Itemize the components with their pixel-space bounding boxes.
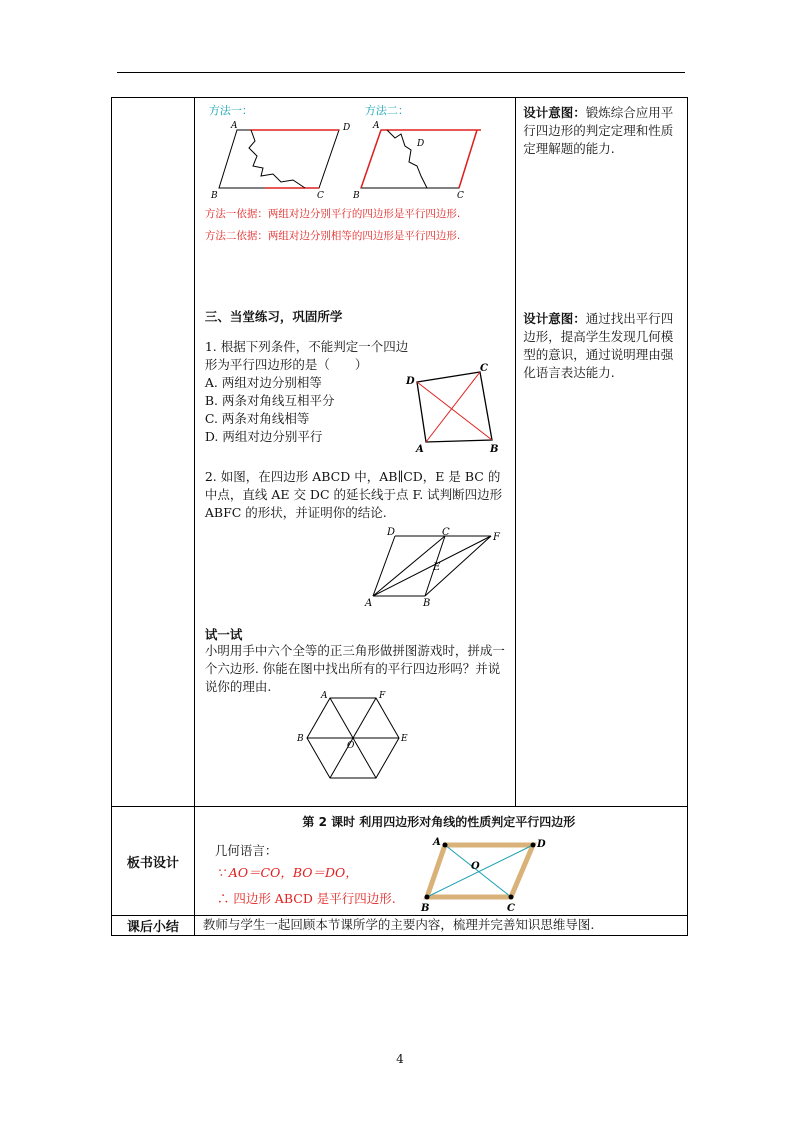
- hex-label-b: B: [296, 734, 304, 744]
- board-label-a: A: [432, 837, 441, 848]
- hex-label-f: F: [378, 691, 386, 701]
- q1-label-c: C: [479, 363, 488, 374]
- m1-label-d: D: [342, 123, 351, 133]
- board-cell: [194, 807, 687, 916]
- m2-label-b: B: [352, 191, 360, 201]
- q1-label-a: A: [415, 444, 424, 455]
- q1-option-b: B. 两条对角线互相平分: [204, 393, 335, 408]
- design2-text: 通过找出平行四边形，提高学生发现几何模型的意识，通过说明理由强化语言表达能力.: [523, 311, 674, 380]
- design-intent-1: [516, 98, 687, 304]
- summary-text: 教师与学生一起回顾本节课所学的主要内容，梳理并完善知识思维导图.: [194, 916, 687, 936]
- summary-label: 课后小结: [112, 916, 195, 936]
- design1-text: 锻炼综合应用平行四边形的判定定理和性质定理解题的能力.: [523, 105, 674, 156]
- q2-label-f: F: [492, 532, 500, 543]
- hex-label-a: A: [320, 691, 328, 701]
- hex-label-e: E: [400, 734, 408, 744]
- page-number: 4: [396, 1052, 404, 1066]
- activity-row: [112, 98, 688, 807]
- q2-label-c: C: [441, 527, 450, 538]
- q1-figure: [400, 360, 500, 455]
- q2-label-b: B: [422, 598, 431, 609]
- board-row: [112, 807, 688, 916]
- try-title: 试一试: [204, 627, 243, 642]
- activity-cell: [194, 98, 515, 807]
- m1-label-c: C: [316, 191, 324, 201]
- q2-label-d: D: [386, 527, 395, 538]
- q2-label-e: E: [432, 562, 441, 573]
- method2-label: 方法二：: [364, 104, 409, 117]
- q2-stem: 2. 如图，在四边形 ABCD 中，AB∥CD，E 是 BC 的中点，直线 AE 交 DC 的延长线于点 F. 试判断四边形 ABFC 的形状，并证明你的结论.: [204, 469, 503, 520]
- board-line1: ∵ AO＝CO，BO＝DO，: [216, 865, 358, 880]
- summary-row: [112, 916, 688, 936]
- design1-title: 设计意图：: [523, 105, 586, 120]
- board-label-o: O: [470, 861, 480, 872]
- m1-label-a: A: [230, 121, 238, 131]
- m2-label-d: D: [416, 139, 425, 149]
- q1-option-c: C. 两条对角线相等: [204, 411, 310, 426]
- board-label-c: C: [506, 903, 515, 914]
- design-intent-cell: [516, 98, 688, 807]
- hex-label-o: O: [346, 741, 355, 751]
- board-label-b: B: [420, 903, 430, 914]
- header-rule: [117, 72, 685, 73]
- board-label-d: D: [536, 839, 546, 850]
- method1-basis: 方法一依据：两组对边分别平行的四边形是平行四边形.: [204, 208, 461, 220]
- board-figure: [421, 835, 561, 915]
- design2-title: 设计意图：: [523, 311, 586, 326]
- method-figures: [205, 116, 505, 201]
- hexagon-figure: [295, 690, 425, 790]
- method2-basis: 方法二依据：两组对边分别相等的四边形是平行四边形.: [204, 230, 461, 242]
- m1-label-b: B: [210, 191, 218, 201]
- board-label: 板书设计: [112, 807, 195, 916]
- q2-label-a: A: [364, 598, 373, 609]
- design-intent-2: [516, 304, 687, 382]
- q1-option-a: A. 两组对边分别相等: [204, 375, 322, 390]
- try-text: 小明用手中六个全等的正三角形做拼图游戏时，拼成一个六边形. 你能在图中找出所有的平行四边形吗？并说说你的理由.: [204, 643, 505, 694]
- q2-figure: [364, 527, 505, 610]
- q1-stem: 1. 根据下列条件，不能判定一个四边形为平行四边形的是（ ）: [204, 339, 409, 372]
- board-line2: ∴ 四边形 ABCD 是平行四边形.: [216, 891, 396, 906]
- q1-option-d: D. 两组对边分别平行: [204, 429, 323, 444]
- m2-label-c: C: [456, 191, 464, 201]
- section3-title: 三、当堂练习，巩固所学: [204, 309, 343, 324]
- m2-label-a: A: [372, 121, 380, 131]
- board-title: 第 2 课时 利用四边形对角线的性质判定平行四边形: [302, 815, 576, 829]
- empty-label-cell: [112, 98, 195, 807]
- board-geo-label: 几何语言：: [214, 843, 278, 858]
- q1-label-b: B: [489, 444, 499, 455]
- q1-label-d: D: [405, 376, 415, 387]
- method1-label: 方法一：: [208, 104, 253, 117]
- lesson-table: [111, 97, 688, 936]
